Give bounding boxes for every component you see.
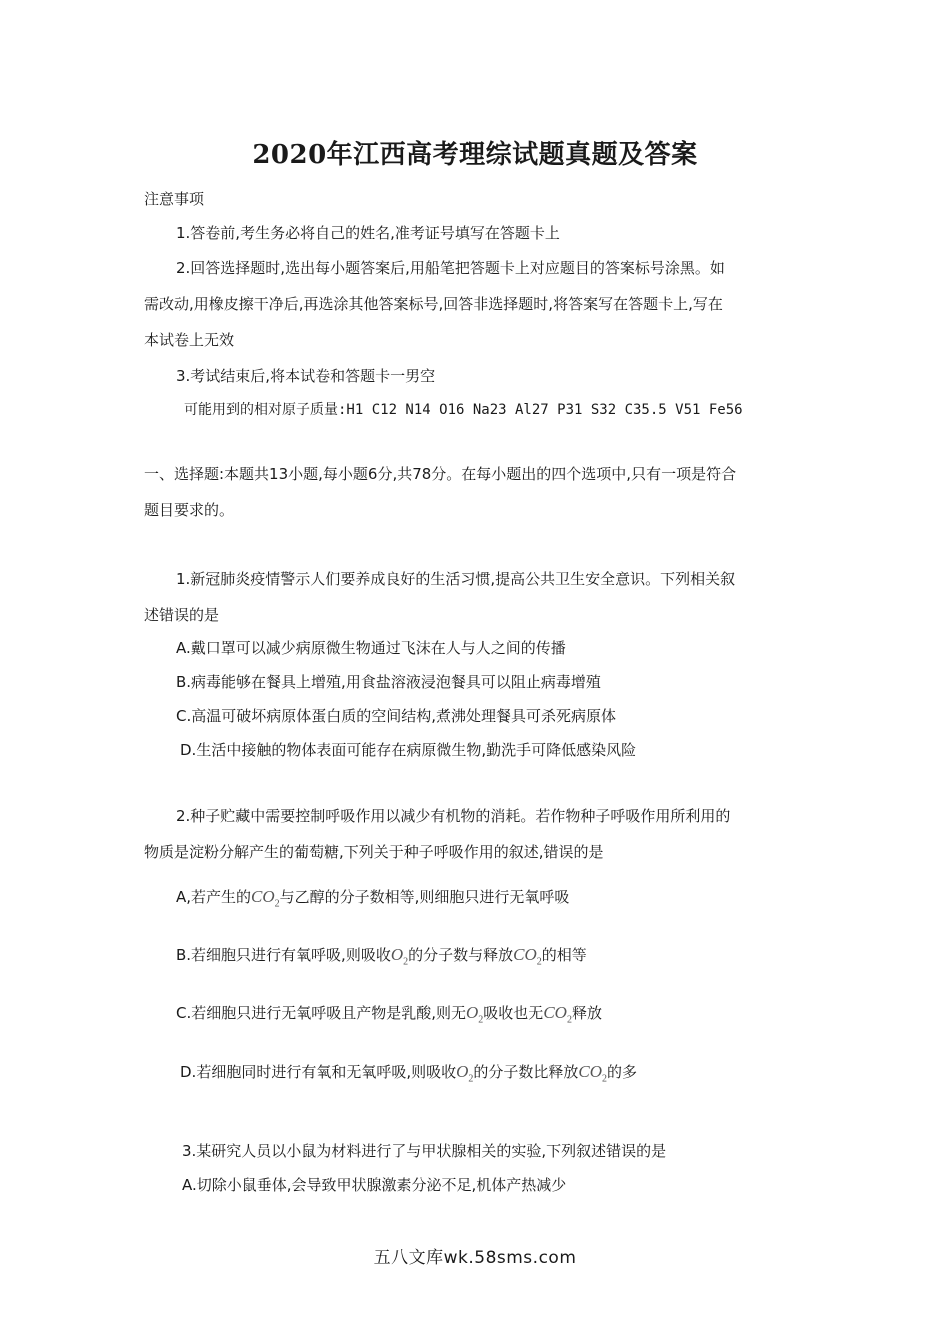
co2-formula xyxy=(251,887,280,910)
formula-subscript: 2 xyxy=(403,956,409,968)
o2-formula xyxy=(456,1062,474,1085)
co2-formula-text: CO xyxy=(513,945,537,964)
q3-stem: 3.某研究人员以小鼠为材料进行了与甲状腺相关的实验,下列叙述错误的是 xyxy=(182,1142,667,1160)
notice-item-2-line-2: 需改动,用橡皮擦干净后,再选涂其他答案标号,回答非选择题时,将答案写在答题卡上,写在 xyxy=(144,295,723,313)
q3-option-a: A.切除小鼠垂体,会导致甲状腺激素分泌不足,机体产热减少 xyxy=(182,1176,567,1194)
section-1-intro-line-2: 题目要求的。 xyxy=(144,501,235,519)
q2-option-b-part-3: 的相等 xyxy=(541,946,587,964)
q2-stem-line-2: 物质是淀粉分解产生的葡萄糖,下列关于种子呼吸作用的叙述,错误的是 xyxy=(144,843,604,861)
notice-heading: 注意事项 xyxy=(144,190,205,208)
q1-option-c: C.高温可破坏病原体蛋白质的空间结构,煮沸处理餐具可杀死病原体 xyxy=(176,707,617,725)
notice-item-2-line-1: 2.回答选择题时,选出每小题答案后,用船笔把答题卡上对应题目的答案标号涂黑。如 xyxy=(176,259,725,277)
page-footer: 五八文库wk.58sms.com xyxy=(373,1248,577,1268)
co2-formula xyxy=(543,1003,572,1026)
section-1-intro-line-1: 一、选择题:本题共13小题,每小题6分,共78分。在每小题出的四个选项中,只有一项是符合 xyxy=(144,465,737,483)
q2-stem-line-1: 2.种子贮藏中需要控制呼吸作用以减少有机物的消耗。若作物种子呼吸作用所利用的 xyxy=(176,807,731,825)
q2-option-a xyxy=(176,887,569,914)
q1-option-b: B.病毒能够在餐具上增殖,用食盐溶液浸泡餐具可以阻止病毒增殖 xyxy=(176,673,601,691)
q2-option-a-part-2: 与乙醇的分子数相等,则细胞只进行无氧呼吸 xyxy=(279,888,570,906)
o2-formula-text: O xyxy=(466,1003,479,1022)
q2-option-c-part-1: C.若细胞只进行无氧呼吸且产物是乳酸,则无 xyxy=(176,1004,467,1022)
o2-formula-text: O xyxy=(456,1062,469,1081)
atomic-mass-note: 可能用到的相对原子质量:H1 C12 N14 O16 Na23 Al27 P31 S32 C35.5 V51 Fe56 xyxy=(184,402,743,418)
formula-subscript: 2 xyxy=(536,956,542,968)
q2-option-d-part-2: 的分子数比释放 xyxy=(473,1063,579,1081)
o2-formula-text: O xyxy=(390,945,404,964)
q2-option-b xyxy=(176,945,587,972)
q2-option-c-part-3: 释放 xyxy=(571,1004,602,1022)
formula-subscript: 2 xyxy=(274,898,280,910)
co2-formula-text: CO xyxy=(578,1062,603,1081)
co2-formula xyxy=(513,945,542,968)
co2-formula xyxy=(578,1062,608,1085)
document-title: 2020年江西高考理综试题真题及答案 xyxy=(252,140,698,170)
o2-formula xyxy=(390,945,409,968)
notice-item-2-line-3: 本试卷上无效 xyxy=(144,331,235,349)
formula-subscript: 2 xyxy=(566,1014,572,1026)
notice-item-1: 1.答卷前,考生务必将自己的姓名,准考证号填写在答题卡上 xyxy=(176,224,560,242)
notice-item-3: 3.考试结束后,将本试卷和答题卡一男空 xyxy=(176,367,436,385)
co2-formula-text: CO xyxy=(543,1003,567,1022)
formula-subscript: 2 xyxy=(602,1073,608,1085)
q2-option-d-part-1: D.若细胞同时进行有氧和无氧呼吸,则吸收 xyxy=(180,1063,457,1081)
q2-option-b-part-2: 的分子数与释放 xyxy=(408,946,514,964)
q2-option-a-part-1: A,若产生的 xyxy=(176,888,252,906)
q2-option-c-part-2: 吸收也无 xyxy=(483,1004,544,1022)
co2-formula-text: CO xyxy=(251,887,275,906)
q1-option-a: A.戴口罩可以减少病原微生物通过飞沫在人与人之间的传播 xyxy=(176,639,566,657)
q2-option-c xyxy=(176,1003,602,1030)
q1-stem-line-2: 述错误的是 xyxy=(144,606,220,624)
q2-option-d xyxy=(180,1062,637,1089)
q1-option-d: D.生活中接触的物体表面可能存在病原微生物,勤洗手可降低感染风险 xyxy=(180,741,637,759)
formula-subscript: 2 xyxy=(468,1073,474,1085)
q2-option-b-part-1: B.若细胞只进行有氧呼吸,则吸收 xyxy=(176,946,391,964)
o2-formula xyxy=(466,1003,484,1026)
q1-stem-line-1: 1.新冠肺炎疫情警示人们要养成良好的生活习惯,提高公共卫生安全意识。下列相关叙 xyxy=(176,570,736,588)
q2-option-d-part-3: 的多 xyxy=(607,1063,638,1081)
formula-subscript: 2 xyxy=(478,1014,484,1026)
